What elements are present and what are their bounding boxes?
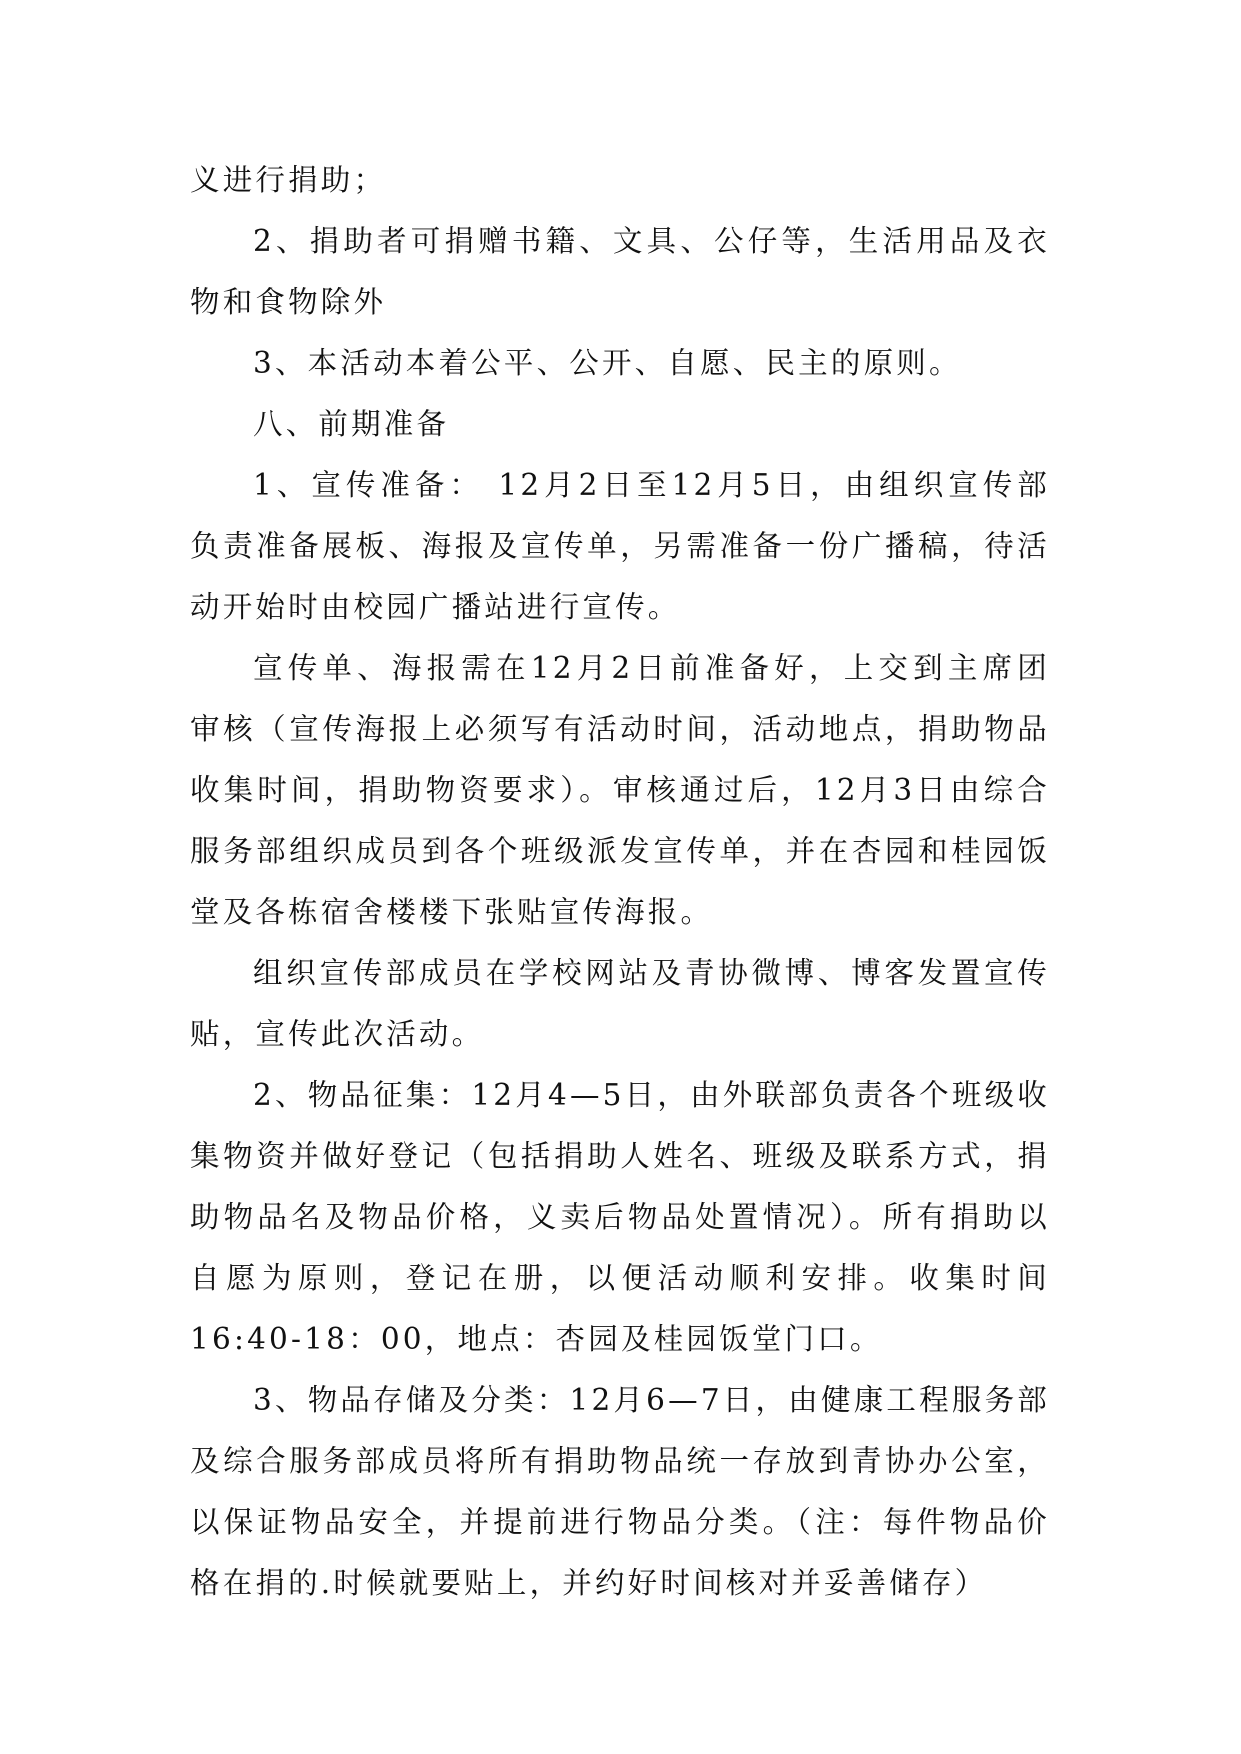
text-line: 堂及各栋宿舍楼楼下张贴宣传海报。	[190, 895, 714, 929]
text-line: 动开始时由校园广播站进行宣传。	[190, 590, 681, 624]
text-line: 格在捐的.时候就要贴上，并约好时间核对并妥善储存）	[190, 1566, 988, 1600]
text-line: 自愿为原则，登记在册，以便活动顺利安排。收集时间	[190, 1261, 1050, 1295]
text-line: 2、物品征集：12月4—5日，由外联部负责各个班级收	[253, 1078, 1050, 1112]
text-line: 以保证物品安全，并提前进行物品分类。（注：每件物品价	[190, 1505, 1050, 1539]
document-page	[190, 150, 1050, 1614]
text-line: 2、捐助者可捐赠书籍、文具、公仔等，生活用品及衣	[253, 224, 1050, 258]
text-line: 宣传单、海报需在12月2日前准备好，上交到主席团	[253, 651, 1050, 685]
text-line: 16:40-18：00，地点：杏园及桂园饭堂门口。	[190, 1322, 883, 1356]
text-line: 3、本活动本着公平、公开、自愿、民主的原则。	[253, 346, 962, 380]
text-line: 服务部组织成员到各个班级派发宣传单，并在杏园和桂园饭	[190, 834, 1050, 868]
text-line: 组织宣传部成员在学校网站及青协微博、博客发置宣传	[253, 956, 1050, 990]
section-heading: 八、前期准备	[253, 407, 450, 441]
text-line: 义进行捐助；	[190, 163, 387, 197]
text-line: 物和食物除外	[190, 285, 387, 319]
text-line: 3、物品存储及分类：12月6—7日，由健康工程服务部	[253, 1383, 1050, 1417]
text-line: 助物品名及物品价格，义卖后物品处置情况）。所有捐助以	[190, 1200, 1050, 1234]
text-line: 贴，宣传此次活动。	[190, 1017, 485, 1051]
text-line: 及综合服务部成员将所有捐助物品统一存放到青协办公室，	[190, 1444, 1050, 1478]
text-line: 负责准备展板、海报及宣传单，另需准备一份广播稿，待活	[190, 529, 1050, 563]
text-line: 审核（宣传海报上必须写有活动时间，活动地点，捐助物品	[190, 712, 1050, 746]
text-line: 收集时间，捐助物资要求）。审核通过后，12月3日由综合	[190, 773, 1050, 807]
text-line: 1、宣传准备： 12月2日至12月5日，由组织宣传部	[253, 468, 1050, 502]
text-line: 集物资并做好登记（包括捐助人姓名、班级及联系方式，捐	[190, 1139, 1050, 1173]
